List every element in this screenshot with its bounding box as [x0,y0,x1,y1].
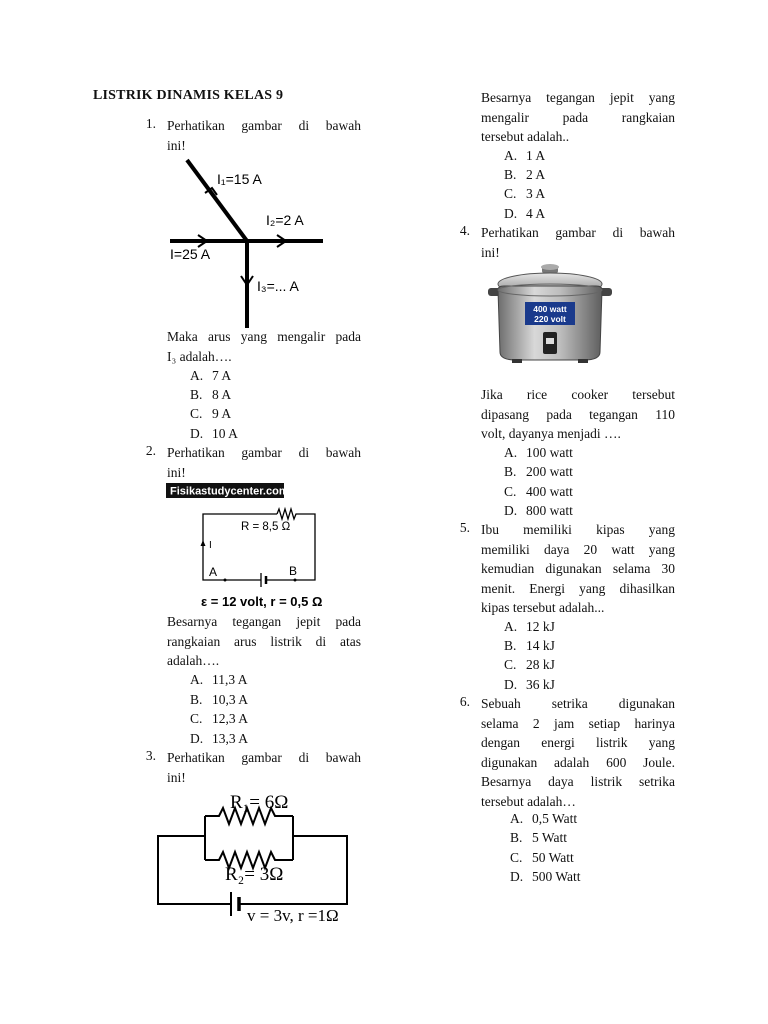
option-b[interactable]: B. 10,3 A [190,692,249,707]
source-label: ε = 12 volt, r = 0,5 Ω [201,594,323,609]
option-c[interactable]: C. 28 kJ [504,657,555,672]
option-c[interactable]: C. 9 A [190,406,232,421]
label-i2: I₂=2 A [266,212,304,228]
watermark-text: Fisikastudycenter.com [170,485,289,498]
option-d[interactable]: D. 36 kJ [504,677,555,692]
option-a[interactable]: A. 0,5 Watt [510,811,578,826]
node-a-label: A [209,565,218,579]
option-a[interactable]: A. 7 A [190,368,232,383]
page-title: LISTRIK DINAMIS KELAS 9 [93,88,284,103]
resistor-icon [277,509,298,519]
option-a[interactable]: A. 1 A [504,148,546,163]
rice-cooker-image [484,262,616,366]
option-a[interactable]: A. 12 kJ [504,619,555,634]
node-a-dot [224,579,227,582]
question-prompt: Perhatikan gambar di bawah ini! [167,750,361,785]
r1-label: R₁= 6Ω [230,792,289,813]
current-arrow-icon [201,540,206,546]
wire-left [158,836,231,904]
option-d[interactable]: D. 500 Watt [510,869,581,884]
option-c[interactable]: C. 50 Watt [510,850,574,865]
option-c[interactable]: C. 400 watt [504,484,573,499]
r2-label: R₂= 3Ω [225,864,284,885]
question-number: 1. [145,116,156,131]
question-prompt: Perhatikan gambar di bawah ini! [167,445,361,480]
question-number: 3. [145,748,156,763]
node-b-dot [294,579,297,582]
resistor-label: R = 8,5 Ω [241,521,291,533]
rating-label-line1: 400 watt [533,304,567,314]
option-c[interactable]: C. 12,3 A [190,711,249,726]
question-number: 6. [459,694,470,709]
option-c[interactable]: C. 3 A [504,186,546,201]
question-followup: Maka arus yang mengalir pada I₃ adalah…. [167,329,361,364]
question-prompt: Perhatikan gambar di bawah ini! [167,118,361,153]
question-prompt: Sebuah setrika digunakan selama 2 jam setiap harinya dengan energi listrik yang digunakan adalah 600 Joule. Besarnya daya listrik setrika tersebut adalah… [481,696,675,809]
option-b[interactable]: B. 2 A [504,167,546,182]
question-followup: Besarnya tegangan jepit pada rangkaian arus listrik di atas adalah…. [167,614,361,668]
option-d[interactable]: D. 10 A [190,426,238,441]
question-prompt: Ibu memiliki kipas yang memiliki daya 20 watt yang kemudian digunakan selama 30 menit. Energi yang dihasilkan kipas tersebut adalah... [481,522,675,615]
label-i3: I₃=... A [257,278,299,294]
current-label: I [209,540,212,551]
question-number: 2. [145,443,156,458]
question-number: 4. [459,223,470,238]
question-followup: Besarnya tegangan jepit yang mengalir pada rangkaian tersebut adalah.. [481,90,675,144]
option-d[interactable]: D. 800 watt [504,503,573,518]
node-b-label: B [289,564,298,578]
option-b[interactable]: B. 200 watt [504,464,573,479]
label-i1: I₁=15 A [217,171,262,187]
option-d[interactable]: D. 4 A [504,206,546,221]
option-b[interactable]: B. 14 kJ [504,638,555,653]
circuit-diagram-3 [155,788,365,928]
option-a[interactable]: A. 11,3 A [190,672,248,687]
rating-label-line2: 220 volt [534,314,566,324]
option-d[interactable]: D. 13,3 A [190,731,249,746]
current-junction-diagram [165,158,335,330]
question-prompt: Perhatikan gambar di bawah ini! [481,225,675,260]
option-b[interactable]: B. 5 Watt [510,830,568,845]
label-i: I=25 A [170,246,211,262]
question-number: 5. [459,520,470,535]
option-a[interactable]: A. 100 watt [504,445,573,460]
circuit-diagram-2 [165,482,361,612]
source-label: v = 3v, r =1Ω [247,906,339,925]
question-followup: Jika rice cooker tersebut dipasang pada tegangan 110 volt, dayanya menjadi …. [481,387,675,441]
option-b[interactable]: B. 8 A [190,387,232,402]
